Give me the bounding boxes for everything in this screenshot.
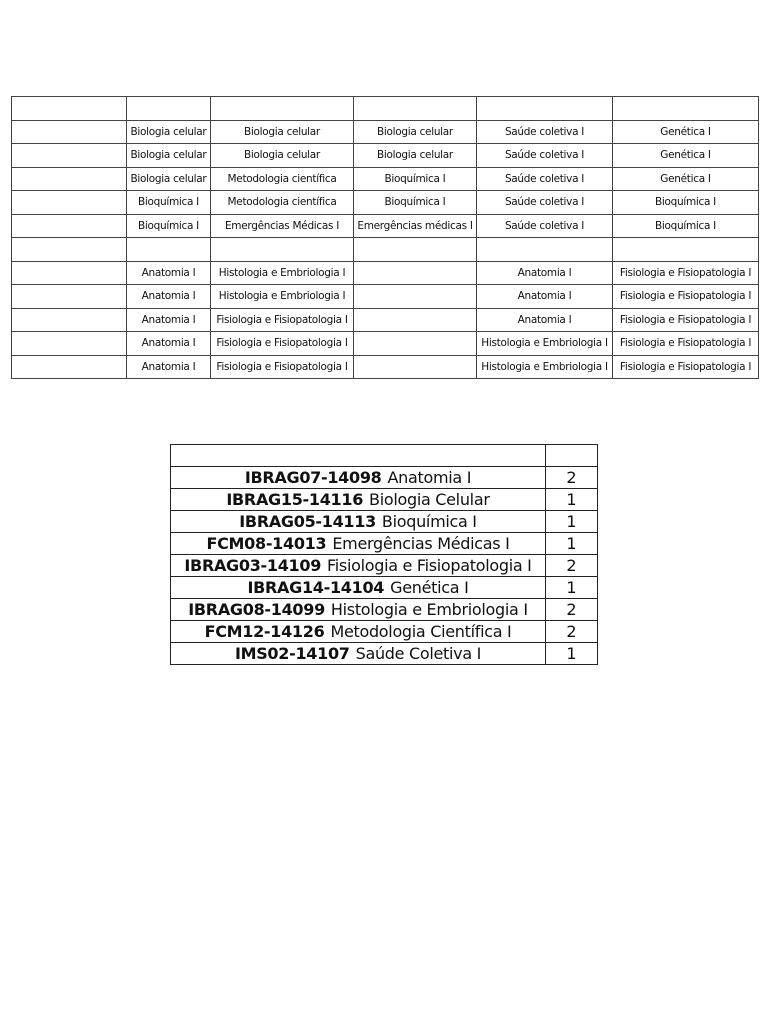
course-header-count xyxy=(546,445,598,467)
schedule-cell: Anatomia I xyxy=(127,355,211,379)
course-name: Genética I xyxy=(390,578,469,597)
schedule-cell: Anatomia I xyxy=(477,308,613,332)
schedule-row xyxy=(12,355,759,379)
schedule-row xyxy=(12,144,759,168)
schedule-cell xyxy=(354,97,477,121)
schedule-cell: Anatomia I xyxy=(127,285,211,309)
course-count: 2 xyxy=(546,621,598,643)
course-count: 1 xyxy=(546,533,598,555)
schedule-cell: Genética I xyxy=(613,167,759,191)
course-header-name xyxy=(171,445,546,467)
course-code: IBRAG03-14109 xyxy=(184,556,322,575)
course-name: Fisiologia e Fisiopatologia I xyxy=(327,556,532,575)
schedule-cell xyxy=(12,144,127,168)
schedule-cell: Fisiologia e Fisiopatologia I xyxy=(613,308,759,332)
course-count: 2 xyxy=(546,555,598,577)
course-name: Bioquímica I xyxy=(381,512,477,531)
course-code: IMS02-14107 xyxy=(234,644,350,663)
course-row xyxy=(171,621,598,643)
schedule-cell: Fisiologia e Fisiopatologia I xyxy=(211,332,354,356)
course-row xyxy=(171,599,598,621)
schedule-cell xyxy=(12,120,127,144)
course-row xyxy=(171,643,598,665)
schedule-cell xyxy=(127,238,211,262)
schedule-cell: Saúde coletiva I xyxy=(477,120,613,144)
course-count: 2 xyxy=(546,599,598,621)
schedule-cell: Saúde coletiva I xyxy=(477,191,613,215)
schedule-cell: Bioquímica I xyxy=(354,167,477,191)
schedule-cell: Histologia e Embriologia I xyxy=(477,332,613,356)
schedule-cell xyxy=(12,97,127,121)
schedule-cell: Histologia e Embriologia I xyxy=(477,355,613,379)
course-name: Biologia Celular xyxy=(369,490,490,509)
schedule-cell: Bioquímica I xyxy=(127,191,211,215)
schedule-cell: Anatomia I xyxy=(127,261,211,285)
schedule-cell: Fisiologia e Fisiopatologia I xyxy=(211,308,354,332)
schedule-row xyxy=(12,261,759,285)
schedule-cell: Histologia e Embriologia I xyxy=(211,261,354,285)
schedule-cell xyxy=(12,167,127,191)
schedule-row xyxy=(12,308,759,332)
schedule-cell: Fisiologia e Fisiopatologia I xyxy=(211,355,354,379)
schedule-cell: Biologia celular xyxy=(127,144,211,168)
course-count: 1 xyxy=(546,511,598,533)
schedule-cell xyxy=(12,238,127,262)
schedule-cell xyxy=(12,285,127,309)
course-name: Emergências Médicas I xyxy=(332,534,510,553)
course-code: IBRAG05-14113 xyxy=(239,512,376,531)
schedule-cell: Emergências médicas I xyxy=(354,214,477,238)
schedule-cell: Fisiologia e Fisiopatologia I xyxy=(613,332,759,356)
schedule-row xyxy=(12,332,759,356)
schedule-cell: Saúde coletiva I xyxy=(477,144,613,168)
schedule-row xyxy=(12,214,759,238)
schedule-cell xyxy=(477,238,613,262)
course-row xyxy=(171,511,598,533)
course-name-cell xyxy=(171,599,546,621)
schedule-cell xyxy=(127,97,211,121)
course-name: Metodologia Científica I xyxy=(330,622,512,641)
course-code: FCM08-14013 xyxy=(206,534,327,553)
course-name-cell xyxy=(171,467,546,489)
course-name-cell xyxy=(171,533,546,555)
course-count: 1 xyxy=(546,577,598,599)
schedule-cell xyxy=(12,332,127,356)
schedule-table xyxy=(11,96,759,379)
course-row xyxy=(171,489,598,511)
schedule-cell xyxy=(613,97,759,121)
schedule-cell: Bioquímica I xyxy=(613,214,759,238)
schedule-body xyxy=(12,97,759,379)
schedule-cell xyxy=(354,285,477,309)
course-name-cell xyxy=(171,555,546,577)
schedule-cell: Histologia e Embriologia I xyxy=(211,285,354,309)
schedule-cell: Biologia celular xyxy=(211,144,354,168)
course-code: IBRAG14-14104 xyxy=(247,578,385,597)
schedule-cell: Saúde coletiva I xyxy=(477,214,613,238)
course-count: 1 xyxy=(546,643,598,665)
course-name-cell xyxy=(171,643,546,665)
schedule-cell xyxy=(12,261,127,285)
course-name-cell xyxy=(171,621,546,643)
course-code: IBRAG07-14098 xyxy=(244,468,382,487)
schedule-cell: Metodologia científica xyxy=(211,191,354,215)
schedule-cell xyxy=(12,308,127,332)
course-row xyxy=(171,533,598,555)
schedule-cell: Bioquímica I xyxy=(127,214,211,238)
schedule-cell xyxy=(354,355,477,379)
schedule-cell: Anatomia I xyxy=(127,308,211,332)
schedule-cell: Saúde coletiva I xyxy=(477,167,613,191)
schedule-cell xyxy=(12,191,127,215)
schedule-cell: Fisiologia e Fisiopatologia I xyxy=(613,261,759,285)
course-code: FCM12-14126 xyxy=(204,622,325,641)
schedule-cell: Genética I xyxy=(613,144,759,168)
course-code: IBRAG08-14099 xyxy=(188,600,325,619)
course-code: IBRAG15-14116 xyxy=(226,490,364,509)
course-summary-table xyxy=(170,444,598,665)
schedule-cell: Biologia celular xyxy=(354,120,477,144)
schedule-row xyxy=(12,97,759,121)
course-count: 1 xyxy=(546,489,598,511)
schedule-row xyxy=(12,238,759,262)
schedule-cell xyxy=(354,261,477,285)
course-summary-body xyxy=(171,445,598,665)
schedule-cell xyxy=(354,332,477,356)
schedule-row xyxy=(12,120,759,144)
schedule-cell: Biologia celular xyxy=(354,144,477,168)
schedule-cell: Fisiologia e Fisiopatologia I xyxy=(613,355,759,379)
schedule-cell: Anatomia I xyxy=(127,332,211,356)
course-row xyxy=(171,577,598,599)
course-row xyxy=(171,555,598,577)
course-summary-header xyxy=(171,445,598,467)
schedule-cell: Anatomia I xyxy=(477,261,613,285)
schedule-cell: Bioquímica I xyxy=(613,191,759,215)
schedule-cell: Biologia celular xyxy=(211,120,354,144)
schedule-row xyxy=(12,191,759,215)
course-name-cell xyxy=(171,577,546,599)
schedule-cell xyxy=(354,308,477,332)
schedule-cell: Biologia celular xyxy=(127,120,211,144)
schedule-cell: Fisiologia e Fisiopatologia I xyxy=(613,285,759,309)
schedule-row xyxy=(12,167,759,191)
schedule-cell: Bioquímica I xyxy=(354,191,477,215)
schedule-cell xyxy=(477,97,613,121)
course-count: 2 xyxy=(546,467,598,489)
course-name: Histologia e Embriologia I xyxy=(330,600,528,619)
schedule-row xyxy=(12,285,759,309)
course-row xyxy=(171,467,598,489)
schedule-cell xyxy=(613,238,759,262)
schedule-cell xyxy=(354,238,477,262)
schedule-cell xyxy=(211,238,354,262)
course-name: Saúde Coletiva I xyxy=(355,644,482,663)
course-name-cell xyxy=(171,511,546,533)
schedule-cell: Metodologia científica xyxy=(211,167,354,191)
course-name-cell xyxy=(171,489,546,511)
schedule-cell: Biologia celular xyxy=(127,167,211,191)
schedule-cell: Anatomia I xyxy=(477,285,613,309)
schedule-cell xyxy=(211,97,354,121)
schedule-cell xyxy=(12,355,127,379)
schedule-cell: Emergências Médicas I xyxy=(211,214,354,238)
schedule-cell xyxy=(12,214,127,238)
course-name: Anatomia I xyxy=(387,468,472,487)
schedule-cell: Genética I xyxy=(613,120,759,144)
